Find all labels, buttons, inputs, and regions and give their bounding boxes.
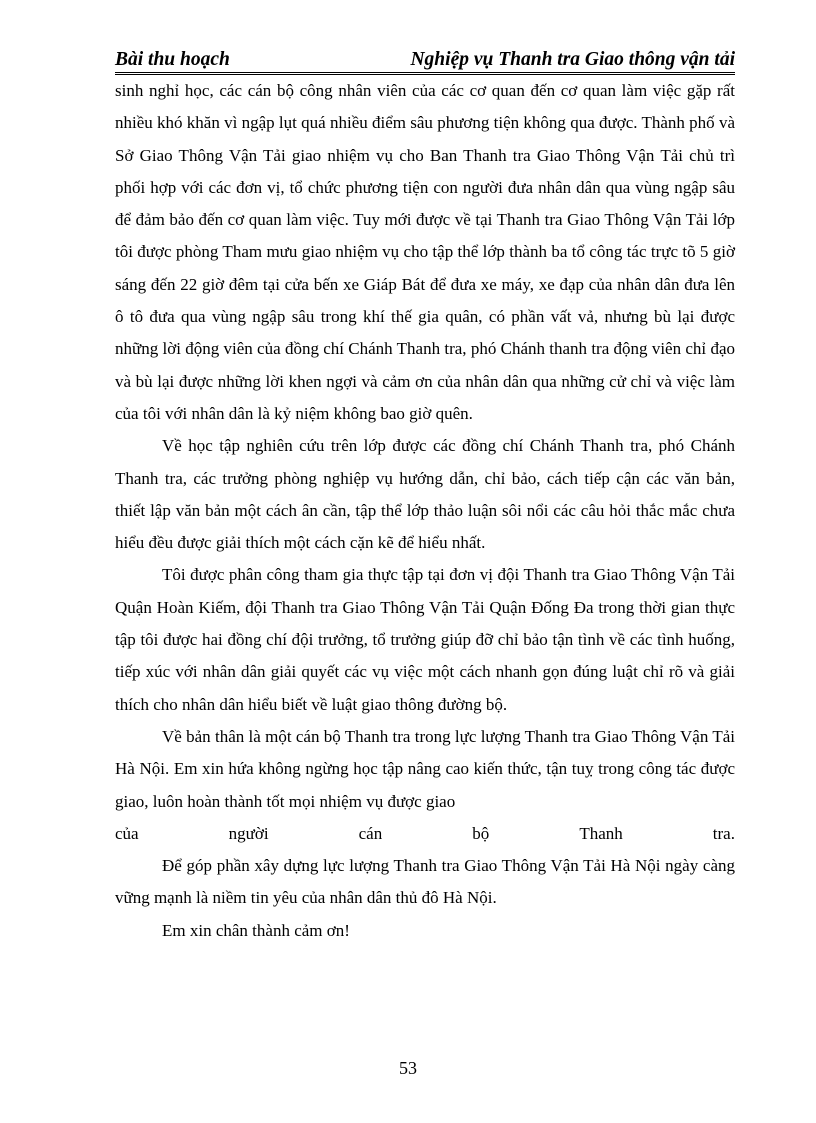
- page-number: 53: [399, 1058, 417, 1078]
- paragraph-contribution: Để góp phần xây dựng lực lượng Thanh tra Giao Thông Vận Tải Hà Nội ngày càng vững mạnh là niềm tin yêu của nhân dân thủ đô Hà Nội.: [115, 856, 735, 908]
- spread-word: bộ: [472, 823, 490, 843]
- spread-word: của: [115, 823, 139, 843]
- header-left-title: Bài thu hoạch: [115, 49, 230, 70]
- spread-word: Thanh: [579, 823, 623, 843]
- spread-word: tra.: [712, 823, 735, 843]
- paragraph-continuation: sinh nghỉ học, các cán bộ công nhân viên của các cơ quan đến cơ quan làm việc gặp rất nhiều khó khăn vì ngập lụt quá nhiều điểm sâu phương tiện không qua được. Thành phố và Sở Giao Thông Vận Tải giao nhiệm vụ cho Ban Thanh tra Giao Thông Vận Tải chủ trì phối hợp với các đơn vị, tổ chức phương tiện con người đưa nhân dân qua vùng ngập sâu để đảm bảo đến cơ quan làm việc. Tuy mới được về tại Thanh tra Giao Thông Vận Tải lớp tôi được phòng Tham mưu giao nhiệm vụ cho tập thể lớp thành ba tổ công tác trực tõ 5 giờ sáng đến 22 giờ đêm tại cửa bến xe Giáp Bát để đưa xe máy, xe đạp của nhân dân đưa lên ô tô đưa qua vùng ngập sâu trong khí thế gia quân, có phần vất vả, nhưng bù lại được những lời động viên của đồng chí Chánh Thanh tra, phó Chánh thanh tra động viên chỉ đạo và bù lại được những lời khen ngợi và cảm ơn của nhân dân qua những cử chỉ và việc làm của tôi với nhân dân là kỷ niệm không bao giờ quên.: [115, 81, 735, 423]
- paragraph-commitment-spread-line: [115, 818, 735, 850]
- spread-word: cán: [358, 823, 383, 843]
- paragraph-commitment: Về bản thân là một cán bộ Thanh tra trong lực lượng Thanh tra Giao Thông Vận Tải Hà Nội. Em xin hứa không ngừng học tập nâng cao kiến thức, tận tuỵ trong công tác được giao, luôn hoàn thành tốt mọi nhiệm vụ được giao: [115, 726, 735, 811]
- spread-word: người: [228, 823, 269, 843]
- header-right-title: Nghiệp vụ Thanh tra Giao thông vận tải: [410, 49, 735, 70]
- paragraph-thanks: Em xin chân thành cảm ơn!: [162, 920, 350, 940]
- paragraph-study: Về học tập nghiên cứu trên lớp được các đồng chí Chánh Thanh tra, phó Chánh Thanh tra, các trưởng phòng nghiệp vụ hướng dẫn, chỉ bảo, cách tiếp cận các văn bản, thiết lập văn bản một cách ân cần, tập thể lớp thảo luận sôi nổi các câu hỏi thắc mắc chưa hiểu đều được giải thích một cách cặn kẽ để hiểu nhất.: [115, 436, 735, 553]
- body-text: [115, 75, 735, 947]
- paragraph-internship: Tôi được phân công tham gia thực tập tại đơn vị đội Thanh tra Giao Thông Vận Tải Quận Hoàn Kiếm, đội Thanh tra Giao Thông Vận Tải Quận Đống Đa trong thời gian thực tập tôi được hai đồng chí đội trưởng, tổ trưởng giúp đỡ chỉ bảo tận tình về các tình huống, tiếp xúc với nhân dân giải quyết các vụ việc một cách nhanh gọn đúng luật chỉ rõ và giải thích cho nhân dân hiểu biết về luật giao thông đường bộ.: [115, 565, 735, 714]
